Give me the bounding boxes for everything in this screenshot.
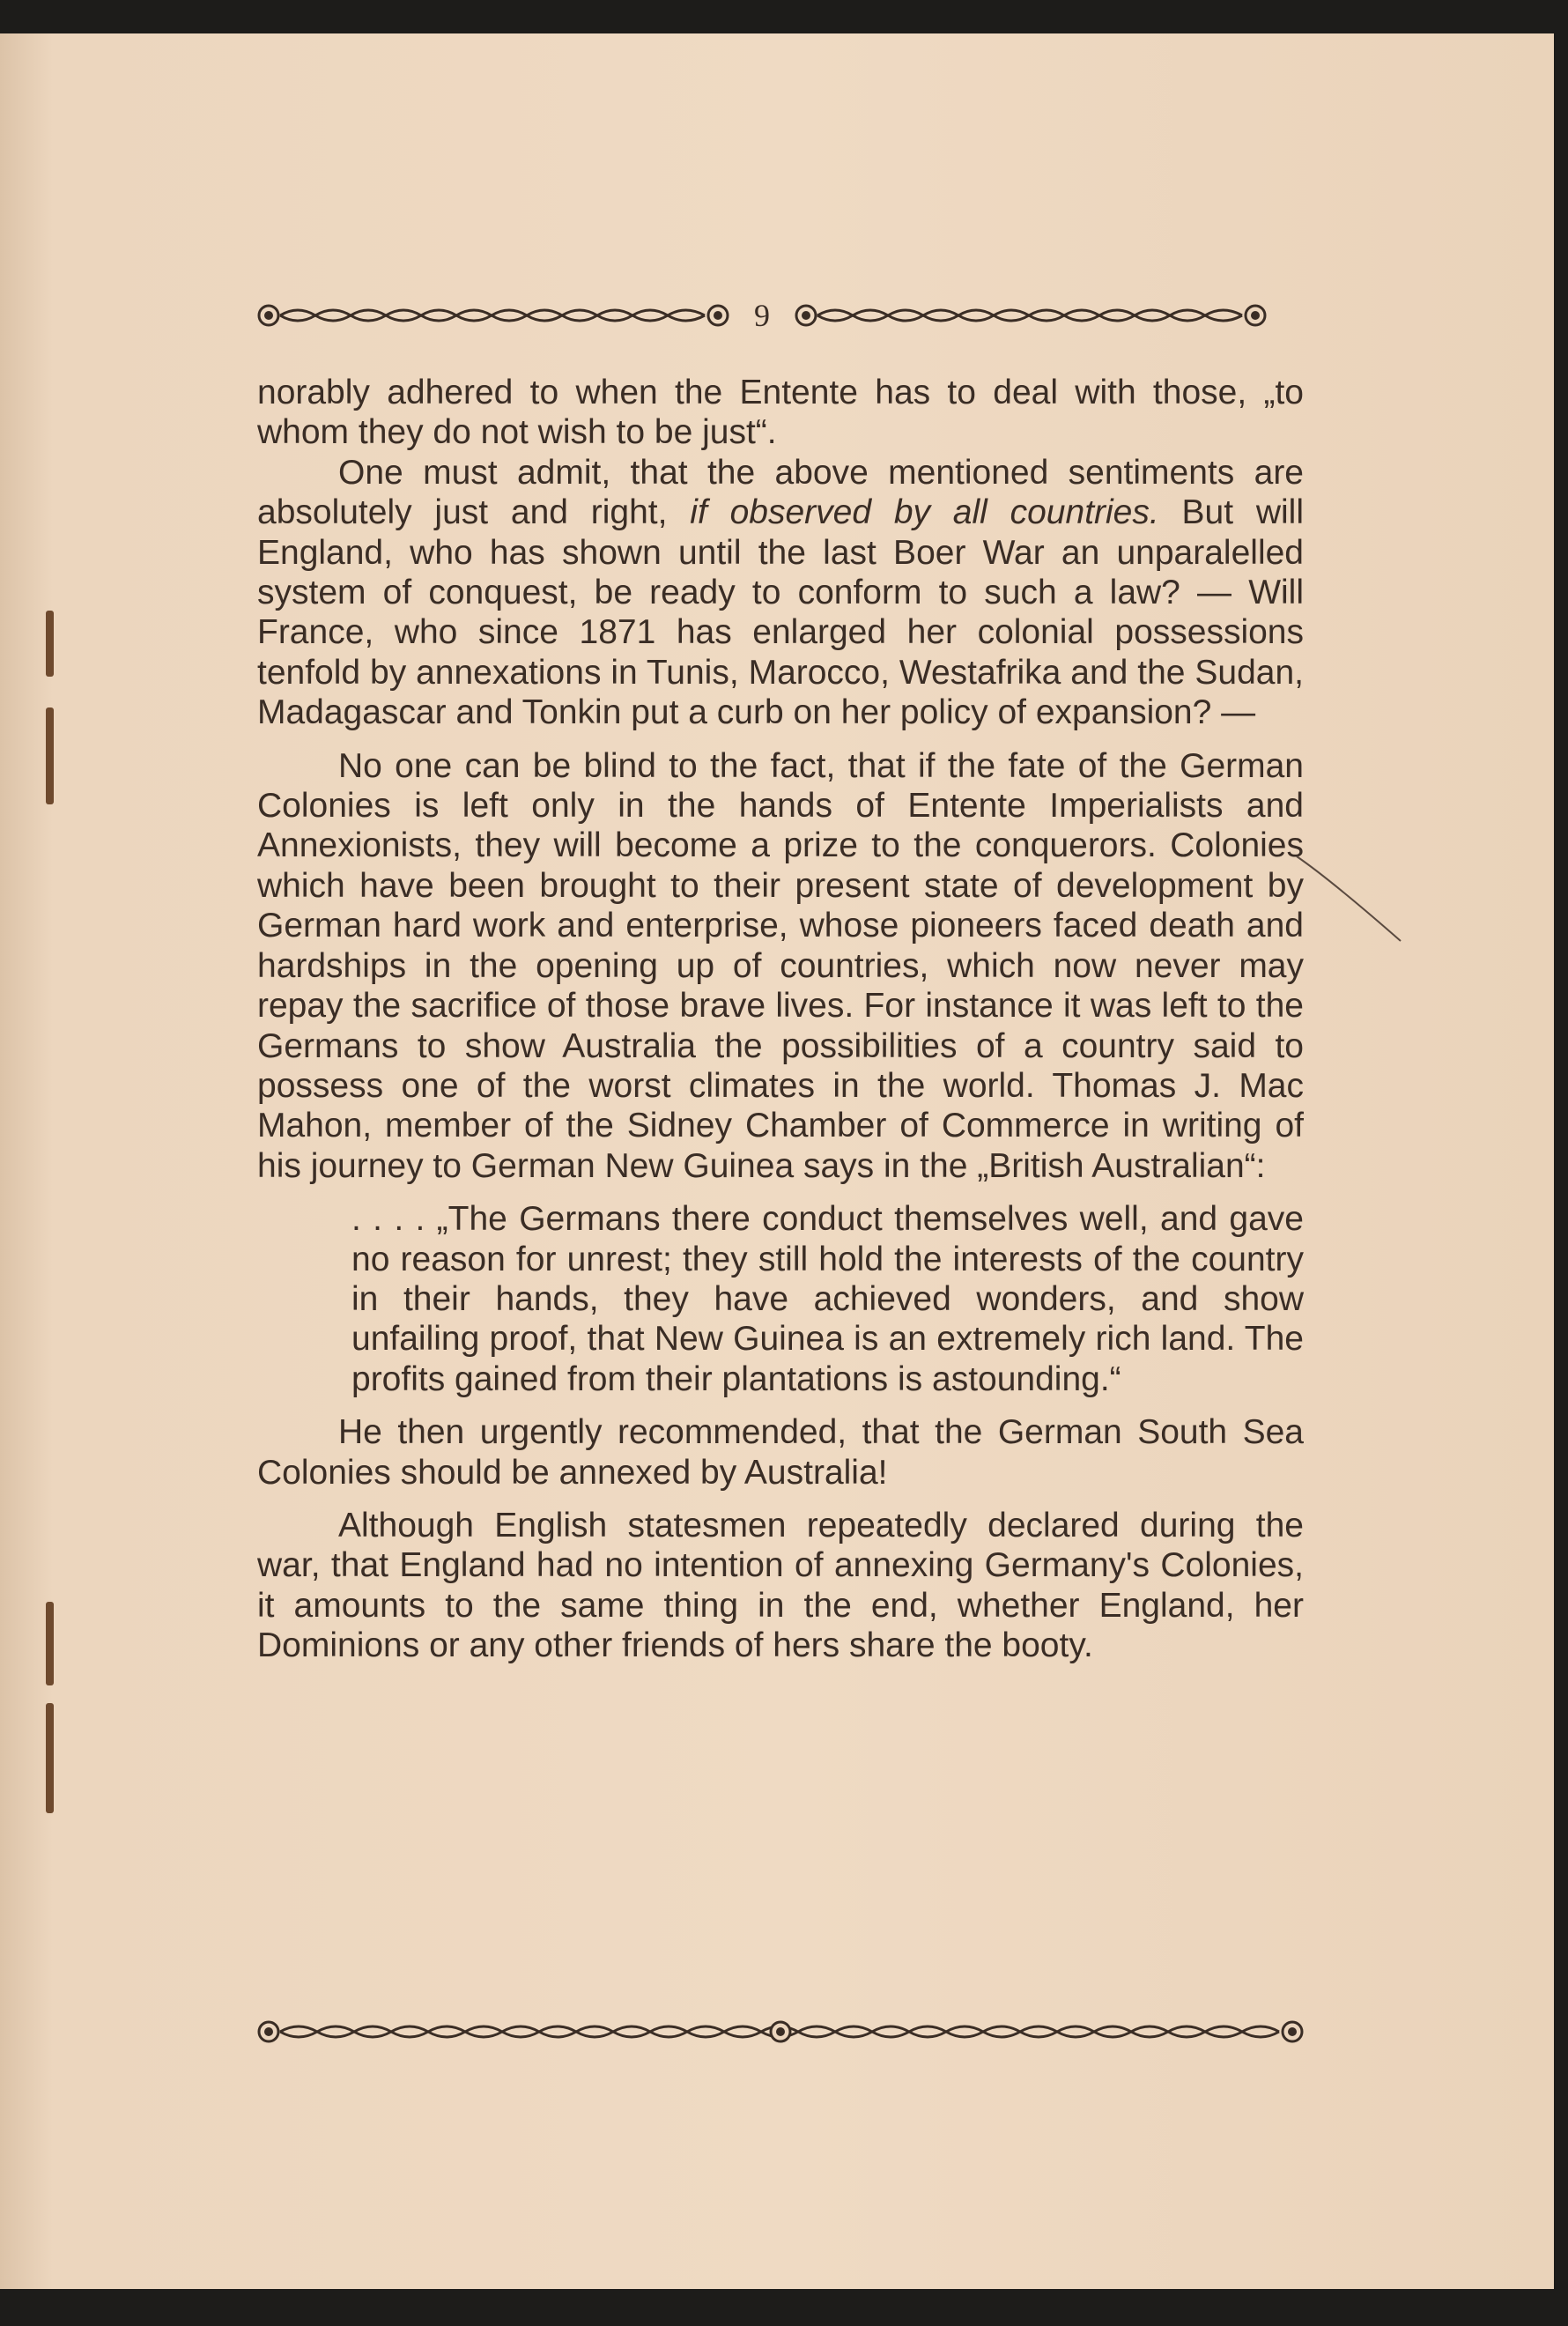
book-page xyxy=(0,33,1554,2289)
paragraph-4: He then urgently recommended, that the German South Sea Colonies should be annexed by Australia! xyxy=(257,1413,1304,1492)
header-ornament xyxy=(255,298,1305,333)
binding-stitch xyxy=(46,611,54,677)
pencil-mark-icon xyxy=(1295,853,1409,950)
binding-stitch xyxy=(46,707,54,804)
paragraph-2-emphasis: if observed by all countries. xyxy=(690,493,1159,532)
paragraph-2-start: One must admit, that the above mentioned sentiments are absolutely just and right, xyxy=(257,453,1304,532)
block-quote: . . . . „The Germans there conduct themselves well, and gave no reason for unrest; they still hold the interests of the country in their hands, they have achieved wonders, and show unfailing proof, that New Guinea is an extremely rich land. The profits gained from their plantations is astounding.“ xyxy=(351,1200,1304,1398)
ornament-right-icon xyxy=(793,302,1268,329)
binding-stitch xyxy=(46,1703,54,1813)
ornament-left-icon xyxy=(255,302,731,329)
footer-ornament xyxy=(255,2019,1305,2045)
body-text xyxy=(257,373,1304,1666)
paragraph-1: norably adhered to when the Entente has to deal with those, „to whom they do not wish to be just“. xyxy=(257,374,1304,452)
paragraph-2-end: But will England, who has shown until the last Boer War an unparalelled system of conquest, be ready to conform to such a law? — Will France, who since 1871 has enlarged her colonial possessions tenfold by annexations in Tunis, Marocco, Westafrika and the Sudan, Madagascar and Tonkin put a curb on her policy of expansion? — xyxy=(257,493,1304,732)
ornament-footer-icon xyxy=(255,2019,1305,2045)
paragraph-2 xyxy=(257,453,1304,733)
binding-stitch xyxy=(46,1602,54,1685)
paragraph-3: No one can be blind to the fact, that if the fate of the German Colonies is left only in the hands of Entente Imperialists and Annexionists, they will become a prize to the conquerors. Colonies which have been brought to their present state of development by German hard work and enterprise, whose pioneers faced death and hardships in the opening up of countries, which now never may repay the sacrifice of those brave lives. For instance it was left to the Germans to show Australia the possibilities of a country said to possess one of the worst climates in the world. Thomas J. Mac Mahon, member of the Sidney Chamber of Commerce in writing of his journey to German New Guinea says in the „British Australian“: xyxy=(257,746,1304,1185)
page-number: 9 xyxy=(754,298,770,333)
paragraph-5: Although English statesmen repeatedly declared during the war, that England had no intention of annexing Germany's Colonies, it amounts to the same thing in the end, whether England, her Dominions or any other friends of hers share the booty. xyxy=(257,1506,1304,1665)
